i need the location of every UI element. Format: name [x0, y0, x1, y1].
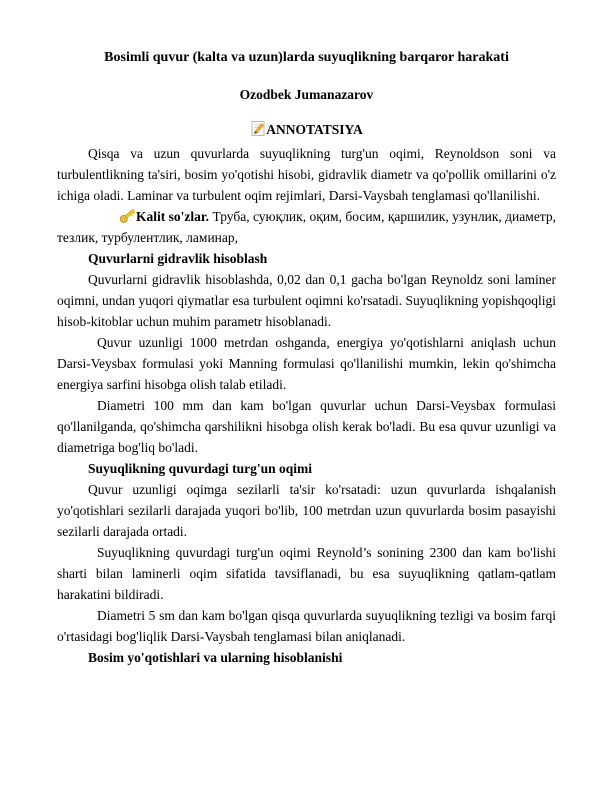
keywords-label: Kalit so'zlar.: [136, 209, 210, 224]
annotation-heading: [57, 119, 556, 140]
section-heading-turgun-oqimi: Suyuqlikning quvurdagi turg'un oqimi: [88, 461, 312, 476]
keywords-paragraph: [57, 206, 556, 248]
paragraph: Quvur uzunligi oqimga sezilarli ta'sir ko'rsatadi: uzun quvurlarda ishqalanish yo'qotishlari sezilarli darajada yuqori bo'lib, 100 metrdan uzun quvurlarda bosim pasayishi sezilarli darajada ortadi.: [57, 482, 556, 539]
paragraph: Quvur uzunligi 1000 metrdan oshganda, energiya yo'qotishlarni aniqlash uchun Darsi-Veysbax formulasi yoki Manning formulasi qo'llanilishi mumkin, lekin qo'shimcha energiya sarfini hisobga olish talab etiladi.: [57, 335, 556, 392]
section-heading-gidravlik-hisoblash: Quvurlarni gidravlik hisoblash: [88, 251, 268, 266]
paragraph: Suyuqlikning quvurdagi turg'un oqimi Reynold’s sonining 2300 dan kam bo'lishi sharti bilan laminerli oqim sifatida tavsiflanadi, bu esa suyuqlikning qatlam-qatlam harakatini bildiradi.: [57, 545, 556, 602]
annotation-heading-label: ANNOTATSIYA: [266, 122, 363, 137]
paragraph: Diametri 5 sm dan kam bo'lgan qisqa quvurlarda suyuqlikning tezligi va bosim farqi o'rtasidagi bog'liqlik Darsi-Vaysbah tenglamasi bilan aniqlanadi.: [57, 608, 556, 644]
memo-pencil-icon: [250, 120, 266, 137]
paragraph: Quvurlarni gidravlik hisoblashda, 0,02 dan 0,1 gacha bo'lgan Reynoldz soni laminer oqimni, undan yuqori qiymatlar esa turbulent oqimni ko'rsatadi. Suyuqlikning yopishqoqligi hisob-kitoblar uchun muhim parametr hisoblanadi.: [57, 272, 556, 329]
gold-key-icon: [88, 209, 136, 224]
author-name: Ozodbek Jumanazarov: [239, 87, 374, 102]
keywords-text: Труба, суюқлик, оқим, босим, қаршилик, узунлик, диаметр, тезлик, турбулентлик, ламинар,: [57, 209, 556, 245]
paragraph: Diametri 100 mm dan kam bo'lgan quvurlar uchun Darsi-Veysbax formulasi qo'llanilganda, qo'shimcha qarshilikni hisobga olish kerak bo'ladi. Bu esa quvur uzunligi va diametriga bog'liq bo'ladi.: [57, 398, 556, 455]
annotation-paragraph: Qisqa va uzun quvurlarda suyuqlikning turg'un oqimi, Reynoldson soni va turbulentlikning ta'siri, bosim yo'qotishi hisobi, gidravlik diametr va qo'pollik omillarini o'z ichiga oladi. Laminar va turbulent oqim rejimlari, Darsi-Vaysbah tenglamasi qo'llanilishi.: [57, 146, 556, 203]
section-heading-bosim-yoqotishlari: Bosim yo'qotishlari va ularning hisoblanishi: [88, 650, 343, 665]
page-title: Bosimli quvur (kalta va uzun)larda suyuqlikning barqaror harakati: [104, 50, 509, 65]
